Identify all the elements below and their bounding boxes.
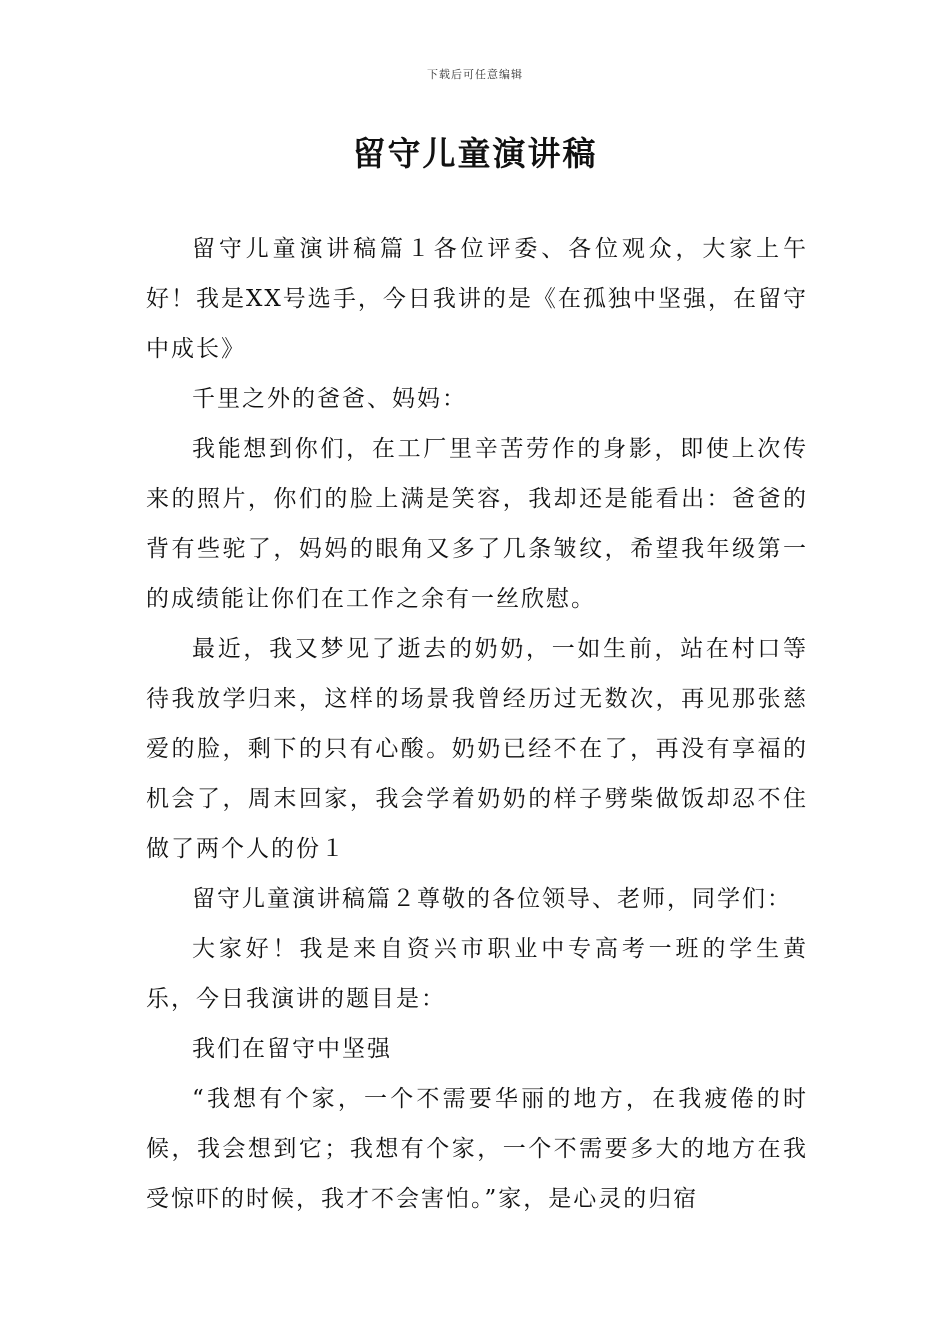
paragraph: “我想有个家，一个不需要华丽的地方，在我疲倦的时候，我会想到它；我想有个家，一个不需要多大的地方在我受惊吓的时候，我才不会害怕。”家，是心灵的归宿: [146, 1086, 808, 1212]
paragraph: 我们在留守中坚强: [192, 1036, 392, 1062]
paragraph: 最近，我又梦见了逝去的奶奶，一如生前，站在村口等待我放学归来，这样的场景我曾经历过无数次，再见那张慈爱的脸，剩下的只有心酸。奶奶已经不在了，再没有享福的机会了，周末回家，我会学着奶奶的样子劈柴做饭却忍不住做了两个人的份１: [146, 636, 808, 862]
paragraph: 留守儿童演讲稿篇１各位评委、各位观众，大家上午好！我是XX号选手，今日我讲的是《在孤独中坚强，在留守中成长》: [146, 236, 808, 362]
paragraph: 我能想到你们，在工厂里辛苦劳作的身影，即使上次传来的照片，你们的脸上满是笑容，我却还是能看出：爸爸的背有些驼了，妈妈的眼角又多了几条皱纹，希望我年级第一的成绩能让你们在工作之余有一丝欣慰。: [146, 436, 808, 612]
document-title: 留守儿童演讲稿: [352, 134, 598, 173]
header-note: 下载后可任意编辑: [427, 68, 523, 81]
paragraph: 大家好！我是来自资兴市职业中专高考一班的学生黄乐，今日我演讲的题目是：: [146, 936, 808, 1012]
paragraph: 千里之外的爸爸、妈妈：: [192, 386, 467, 412]
document-body: [146, 224, 808, 1224]
paragraph: 留守儿童演讲稿篇２尊敬的各位领导、老师，同学们：: [192, 886, 792, 912]
